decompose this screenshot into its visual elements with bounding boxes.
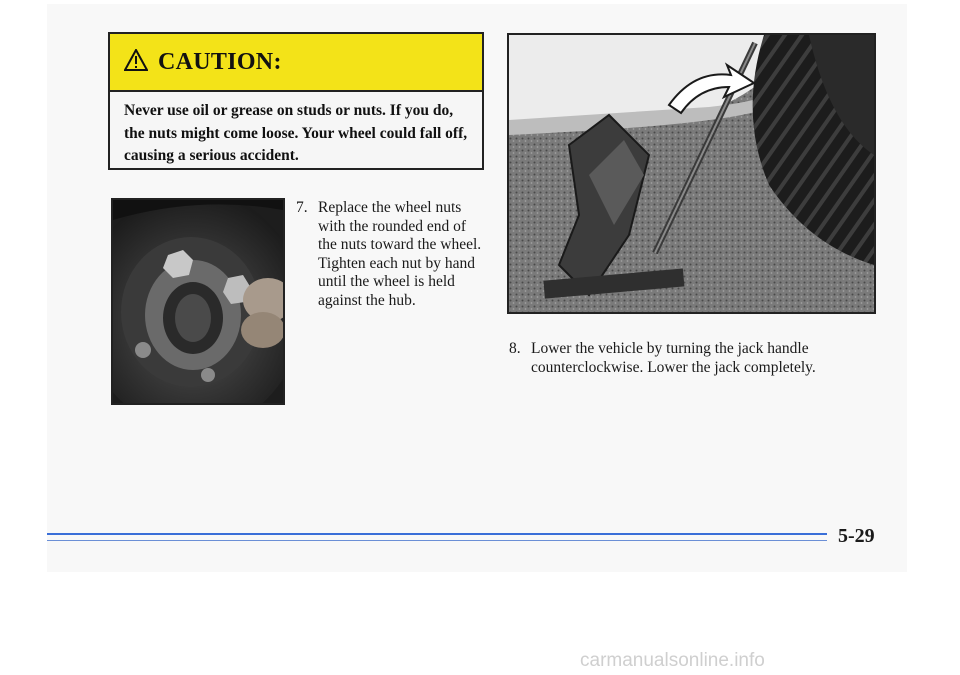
footer-rule-thin [47,540,827,541]
step-number: 7. [296,199,308,216]
warning-triangle-icon [124,49,148,76]
caution-title: CAUTION: [158,48,282,75]
step-text: Lower the vehicle by turning the jack handle counterclockwise. Lower the jack completely. [531,340,816,376]
step-text: Replace the wheel nuts with the rounded end of the nuts toward the wheel. Tighten each nut by hand until the wheel is held against the hub. [318,199,482,309]
step-8 [509,340,869,377]
wheel-nuts-photo [111,198,285,405]
page-number: 5-29 [838,525,875,547]
caution-box [108,32,484,170]
step-number: 8. [509,340,521,357]
caution-header [110,34,482,92]
jack-photo [507,33,876,314]
watermark: carmanualsonline.info [580,650,765,671]
step-7 [296,199,486,310]
caution-text: Never use oil or grease on studs or nuts. If you do, the nuts might come loose. Your wheel could fall off, causing a serious accident. [124,102,468,164]
footer-rule [47,533,827,535]
